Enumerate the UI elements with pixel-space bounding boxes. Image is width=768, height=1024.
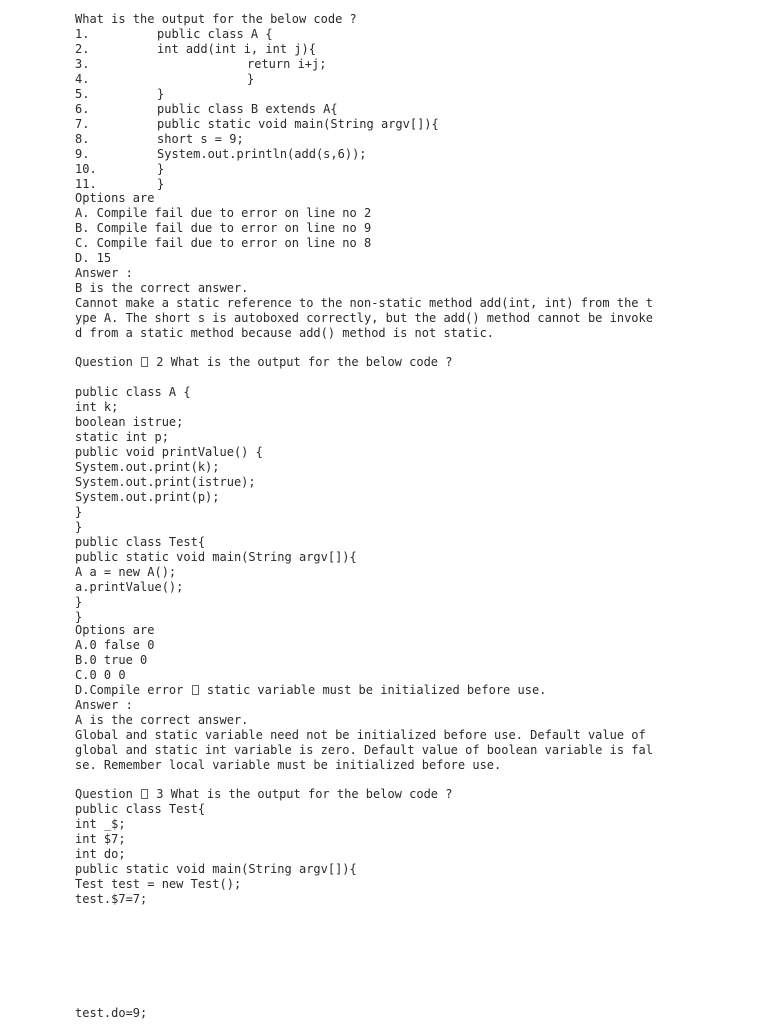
- line-number: 4.: [75, 72, 90, 86]
- line-number: 1.: [75, 27, 90, 41]
- q3-code-line: int _$;: [75, 817, 126, 831]
- code-text: System.out.println(add(s,6));: [157, 147, 367, 161]
- q2-code-line: public class Test{: [75, 535, 206, 549]
- q2-option-b: B.0 true 0: [75, 653, 148, 667]
- q2-title-prefix: Question: [75, 355, 133, 369]
- line-number: 11.: [75, 177, 97, 191]
- q1-answer-line: d from a static method because add() method is not static.: [75, 326, 495, 340]
- q2-code-line: A a = new A();: [75, 565, 177, 579]
- q2-option-c: C.0 0 0: [75, 668, 126, 682]
- q1-option-c: C. Compile fail due to error on line no 8: [75, 236, 372, 250]
- line-number: 6.: [75, 102, 90, 116]
- q3-code-line: public class Test{: [75, 802, 206, 816]
- missing-glyph-icon: [192, 685, 199, 695]
- q2-code-line: System.out.print(p);: [75, 490, 220, 504]
- code-text: return i+j;: [247, 57, 327, 71]
- q2-code-line: System.out.print(k);: [75, 460, 220, 474]
- missing-glyph-icon: [141, 357, 148, 367]
- q3-code-line: public static void main(String argv[]){: [75, 862, 357, 876]
- missing-glyph-icon: [141, 789, 148, 799]
- q3-code-line: Test test = new Test();: [75, 877, 242, 891]
- line-number: 3.: [75, 57, 90, 71]
- code-text: }: [157, 87, 165, 101]
- q3-code-line: int do;: [75, 847, 126, 861]
- q2-code-line: }: [75, 610, 83, 624]
- code-text: }: [247, 72, 255, 86]
- q1-answer-line: Cannot make a static reference to the non-static method add(int, int) from the t: [75, 296, 653, 310]
- q3-code-line: test.$7=7;: [75, 892, 148, 906]
- q3-title-prefix: Question: [75, 787, 133, 801]
- q3-code-line-after-gap: test.do=9;: [75, 1006, 148, 1020]
- q2-code-line: a.printValue();: [75, 580, 184, 594]
- q2-code-line: int k;: [75, 400, 119, 414]
- q2-option-d-suffix: static variable must be initialized before use.: [206, 683, 547, 697]
- q1-options-heading: Options are: [75, 191, 155, 205]
- q2-code-line: public static void main(String argv[]){: [75, 550, 357, 564]
- q1-option-d: D. 15: [75, 251, 112, 265]
- code-text: short s = 9;: [157, 132, 244, 146]
- line-number: 5.: [75, 87, 90, 101]
- q2-code-line: System.out.print(istrue);: [75, 475, 256, 489]
- code-text: public class A {: [157, 27, 273, 41]
- q2-code-line: }: [75, 520, 83, 534]
- q2-answer-line: se. Remember local variable must be initialized before use.: [75, 758, 502, 772]
- q2-answer-line: A is the correct answer.: [75, 713, 249, 727]
- q1-option-a: A. Compile fail due to error on line no 2: [75, 206, 372, 220]
- q2-code-line: boolean istrue;: [75, 415, 184, 429]
- q1-title: What is the output for the below code ?: [75, 12, 357, 26]
- q1-option-b: B. Compile fail due to error on line no 9: [75, 221, 372, 235]
- code-text: public class B extends A{: [157, 102, 338, 116]
- q2-code-line: public class A {: [75, 385, 191, 399]
- q2-title-suffix: 2 What is the output for the below code ?: [156, 355, 453, 369]
- code-text: public static void main(String argv[]){: [157, 117, 439, 131]
- q3-title-suffix: 3 What is the output for the below code ?: [156, 787, 453, 801]
- q3-code-line: int $7;: [75, 832, 126, 846]
- line-number: 10.: [75, 162, 97, 176]
- line-number: 8.: [75, 132, 90, 146]
- line-number: 2.: [75, 42, 90, 56]
- q2-option-a: A.0 false 0: [75, 638, 155, 652]
- q2-code-line: public void printValue() {: [75, 445, 263, 459]
- q2-options-heading: Options are: [75, 623, 155, 637]
- code-text: }: [157, 177, 165, 191]
- q1-answer-line: ype A. The short s is autoboxed correctly, but the add() method cannot be invoke: [75, 311, 653, 325]
- q1-answer-heading: Answer :: [75, 266, 133, 280]
- q2-answer-line: Global and static variable need not be initialized before use. Default value of: [75, 728, 646, 742]
- q2-answer-line: global and static int variable is zero. Default value of boolean variable is fal: [75, 743, 653, 757]
- line-number: 9.: [75, 147, 90, 161]
- q3-title: [75, 787, 452, 802]
- q2-answer-heading: Answer :: [75, 698, 133, 712]
- line-number: 7.: [75, 117, 90, 131]
- code-text: }: [157, 162, 165, 176]
- q2-title: [75, 355, 452, 370]
- q2-option-d: [75, 683, 546, 698]
- q2-option-d-prefix: D.Compile error: [75, 683, 184, 697]
- q1-answer-line: B is the correct answer.: [75, 281, 249, 295]
- q2-code-line: static int p;: [75, 430, 169, 444]
- code-text: int add(int i, int j){: [157, 42, 316, 56]
- q2-code-line: }: [75, 505, 83, 519]
- q2-code-line: }: [75, 595, 83, 609]
